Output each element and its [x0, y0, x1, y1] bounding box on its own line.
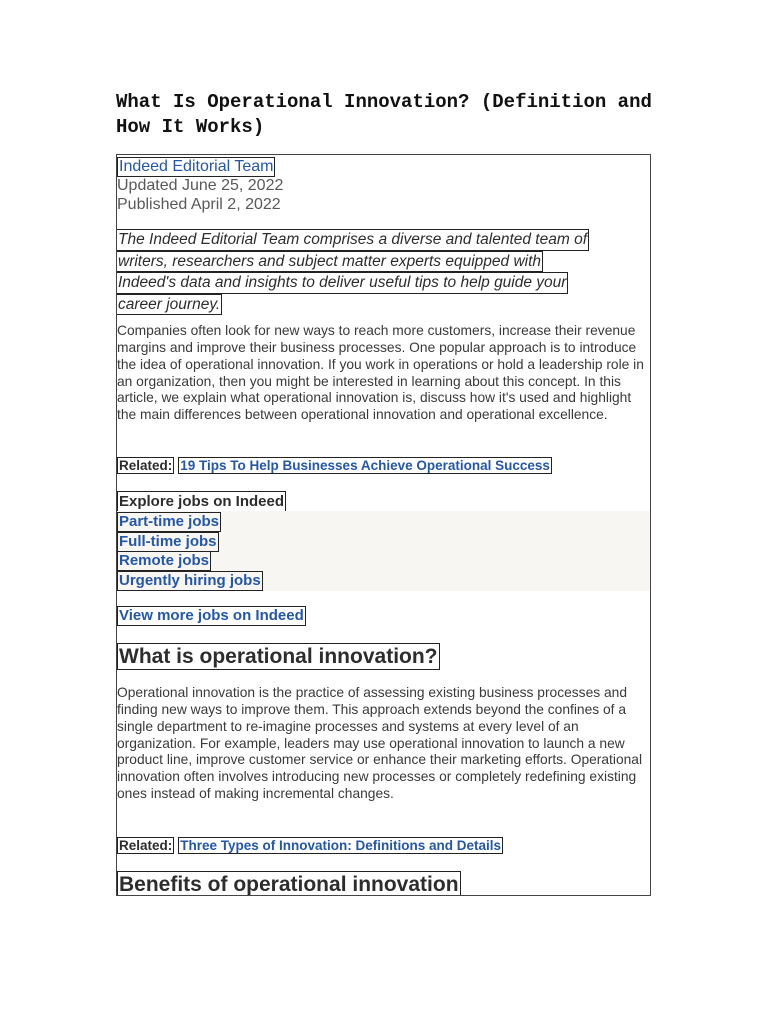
remote-jobs-link[interactable]: Remote jobs	[119, 552, 210, 569]
author-link[interactable]: Indeed Editorial Team	[119, 158, 274, 175]
bio-line: writers, researchers and subject matter experts equipped with	[116, 251, 543, 273]
related-label: Related:	[119, 458, 173, 473]
section-heading-benefits: Benefits of operational innovation	[119, 873, 459, 896]
published-date: Published April 2, 2022	[117, 196, 281, 213]
section-paragraph: Operational innovation is the practice of assessing existing business processes and finding new ways to improve them. This approach extends beyond the confines of a single department to re-imagine processes and systems at every level of an organization. For example, leaders may use operational innovation to launch a new product line, improve customer service or enhance their marketing efforts. Operational innovation often involves introducing new processes or completely redefining existing ones instead of making incremental changes.	[117, 685, 643, 802]
article-dates	[117, 176, 283, 214]
full-time-jobs-link[interactable]: Full-time jobs	[119, 533, 217, 550]
author-bio	[117, 229, 651, 315]
article-frame	[116, 154, 651, 896]
bio-line: Indeed's data and insights to deliver useful tips to help guide your	[116, 272, 568, 294]
related-link-row	[117, 837, 503, 854]
bio-line: The Indeed Editorial Team comprises a diverse and talented team of	[116, 229, 589, 251]
urgently-hiring-jobs-link[interactable]: Urgently hiring jobs	[119, 572, 261, 589]
view-more-jobs-link[interactable]: View more jobs on Indeed	[119, 607, 304, 624]
article-title: What Is Operational Innovation? (Definition and How It Works)	[116, 91, 652, 138]
related-label: Related:	[119, 838, 173, 853]
part-time-jobs-link[interactable]: Part-time jobs	[119, 513, 220, 530]
related-link-row	[117, 457, 552, 474]
jobs-panel	[117, 511, 651, 591]
updated-date: Updated June 25, 2022	[117, 177, 284, 194]
intro-paragraph: Companies often look for new ways to reach more customers, increase their revenue margins and improve their business processes. One popular approach is to introduce the idea of operational innovation. If you work in operations or hold a leadership role in an organization, then you might be interested in learning about this concept. In this article, we explain what operational innovation is, discuss how it's used and highlight the main differences between operational innovation and operational excellence.	[117, 323, 644, 423]
section-heading-what-is: What is operational innovation?	[119, 645, 438, 668]
related-article-link[interactable]: Three Types of Innovation: Definitions and Details	[180, 838, 502, 853]
bio-line: career journey.	[116, 294, 222, 316]
related-article-link[interactable]: 19 Tips To Help Businesses Achieve Operational Success	[180, 458, 550, 473]
explore-jobs-heading: Explore jobs on Indeed	[119, 493, 285, 510]
